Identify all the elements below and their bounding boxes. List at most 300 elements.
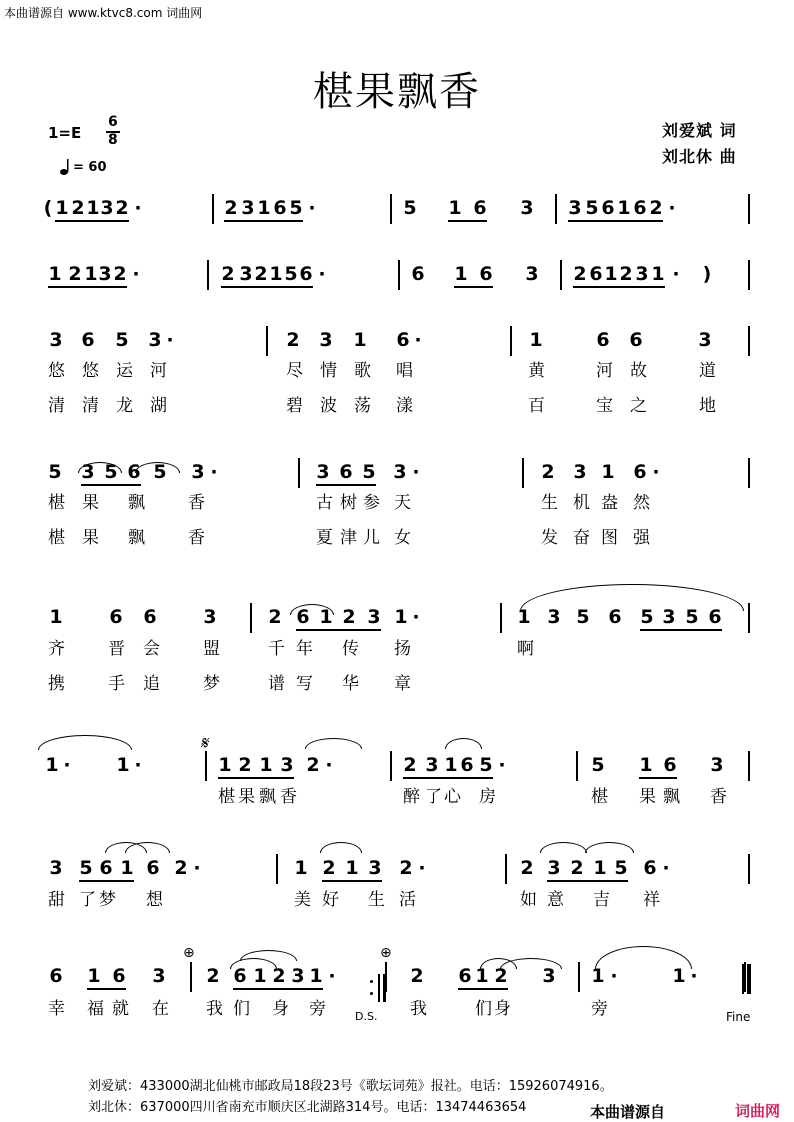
lyric-char: 在 <box>152 999 169 1019</box>
lyric-char: 意 <box>547 890 564 910</box>
note: 1 <box>319 606 333 628</box>
lyric-char: 身 <box>272 999 289 1019</box>
note: 1 <box>84 263 98 285</box>
lyric-char: 之 <box>630 396 647 416</box>
beam-line <box>593 880 628 882</box>
note: 3 <box>291 965 305 987</box>
lyric-char: 啊 <box>517 639 534 659</box>
note: 3 <box>49 857 63 879</box>
lyric-char: 生 <box>541 493 558 513</box>
lyric-char: 津 <box>340 528 357 548</box>
note: 1 <box>55 197 69 219</box>
lyric-char: 吉 <box>593 890 610 910</box>
lyric-char: 悠 <box>48 361 65 381</box>
note: 5 <box>403 197 417 219</box>
note: 5 <box>479 754 493 776</box>
lyric-char: 飘 <box>663 787 680 807</box>
note: 3 <box>239 263 253 285</box>
note: 3 <box>525 263 539 285</box>
slur-arc <box>38 735 132 750</box>
note: 2 <box>71 197 85 219</box>
coda-icon: ⊕ <box>183 945 195 961</box>
note: 5 <box>104 461 118 483</box>
note: 6 <box>339 461 353 483</box>
beam-line <box>342 629 381 631</box>
note: 6 <box>146 857 160 879</box>
dot-mark: · <box>414 329 422 351</box>
note: 1 <box>672 965 686 987</box>
note: 5 <box>585 197 599 219</box>
lyric-char: 尽 <box>286 361 303 381</box>
slur-arc <box>520 584 744 611</box>
lyric-char: 盟 <box>203 639 220 659</box>
lyric-char: 女 <box>394 528 411 548</box>
beam-line <box>273 220 303 222</box>
slur-arc <box>585 842 634 853</box>
note: 6 <box>396 329 410 351</box>
note: 2 <box>174 857 188 879</box>
song-title: 椹果飘香 <box>313 69 481 115</box>
slur-arc <box>595 946 692 969</box>
lyric-char: 千 <box>268 639 285 659</box>
note: 3 <box>368 857 382 879</box>
lyric-char: 清 <box>82 396 99 416</box>
final-bar-thin <box>742 964 744 994</box>
note: 1 <box>593 857 607 879</box>
lyric-char: 清 <box>48 396 65 416</box>
note: 1 <box>48 263 62 285</box>
note: 3 <box>710 754 724 776</box>
bar-line <box>390 751 392 781</box>
dot-mark: · <box>652 461 660 483</box>
note: 5 <box>614 857 628 879</box>
lyric-char: 椹 <box>48 493 65 513</box>
note: 3 <box>367 606 381 628</box>
lyric-char: 年 <box>296 639 313 659</box>
note: 6 <box>479 263 493 285</box>
note: 6 <box>633 461 647 483</box>
note: 6 <box>708 606 722 628</box>
note: 3 <box>98 263 112 285</box>
lyric-char: 就 <box>112 999 129 1019</box>
beam-line <box>99 880 134 882</box>
beam-line <box>291 988 323 990</box>
dot-mark: · <box>63 754 71 776</box>
lyric-char: 们 <box>233 999 250 1019</box>
bar-line <box>510 326 512 356</box>
lyric-char: 携 <box>48 674 65 694</box>
note: 3 <box>152 965 166 987</box>
note: 5 <box>48 461 62 483</box>
dot-mark: · <box>690 965 698 987</box>
note: 2 <box>410 965 424 987</box>
lyric-char: 如 <box>520 890 537 910</box>
lyric-char: 追 <box>143 674 160 694</box>
note: 3 <box>280 754 294 776</box>
note: 1 <box>345 857 359 879</box>
lyric-char: 想 <box>146 890 163 910</box>
lyric-char: 福 <box>87 999 104 1019</box>
coda-icon: ⊕ <box>380 945 392 961</box>
lyric-char: 故 <box>630 361 647 381</box>
lyric-char: 波 <box>320 396 337 416</box>
note: 6 <box>109 606 123 628</box>
dot-mark: · <box>662 857 670 879</box>
lyric-char: 悠 <box>82 361 99 381</box>
beam-line <box>98 286 127 288</box>
bar-line <box>500 603 502 633</box>
dot-mark: · <box>210 461 218 483</box>
lyric-char: 了 <box>425 787 442 807</box>
lyric-char: 树 <box>340 493 357 513</box>
bar-line <box>190 962 192 992</box>
lyric-char: 盎 <box>601 493 618 513</box>
note: 6 <box>601 197 615 219</box>
dot-mark: · <box>325 754 333 776</box>
bar-line <box>555 194 557 224</box>
lyric-char: 情 <box>320 361 337 381</box>
bar-line <box>748 260 750 290</box>
bar-line <box>250 603 252 633</box>
note: 6 <box>112 965 126 987</box>
lyric-char: 图 <box>601 528 618 548</box>
note: 3 <box>316 461 330 483</box>
lyric-char: 椹 <box>218 787 235 807</box>
lyric-char: 旁 <box>309 999 326 1019</box>
note: 3 <box>425 754 439 776</box>
slur-arc <box>320 842 362 853</box>
lyric-char: 道 <box>699 361 716 381</box>
note: 3 <box>203 606 217 628</box>
note: 1 <box>257 197 271 219</box>
footer-lyricist-contact: 刘爱斌：433000湖北仙桃市邮政局18段23号《歌坛词苑》报社。电话：15926074916。 <box>88 1079 613 1094</box>
note: 6 <box>296 606 310 628</box>
lyric-char: 美 <box>294 890 311 910</box>
lyric-char: 写 <box>296 674 313 694</box>
note: 3 <box>573 461 587 483</box>
lyric-char: 古 <box>316 493 333 513</box>
note: 6 <box>629 329 643 351</box>
lyric-char: 歌 <box>354 361 371 381</box>
lyric-char: 身 <box>494 999 511 1019</box>
repeat-bar <box>383 974 386 1002</box>
note: 2 <box>238 754 252 776</box>
note: 3 <box>662 606 676 628</box>
dot-mark: · <box>412 461 420 483</box>
lyric-char: 我 <box>206 999 223 1019</box>
lyric-char: 谱 <box>268 674 285 694</box>
bar-line <box>748 751 750 781</box>
note: ( <box>43 197 53 219</box>
lyric-char: 发 <box>541 528 558 548</box>
bar-line <box>748 603 750 633</box>
lyric-char: 运 <box>116 361 133 381</box>
note: 6 <box>473 197 487 219</box>
note: 2 <box>322 857 336 879</box>
note: 1 <box>517 606 531 628</box>
lyric-char: 好 <box>322 890 339 910</box>
note: 1 <box>87 965 101 987</box>
note: 2 <box>224 197 238 219</box>
note: 3 <box>81 461 95 483</box>
source-line: 本曲谱源自 www.ktvc8.com 词曲网 <box>4 6 203 20</box>
note: 2 <box>649 197 663 219</box>
note: 2 <box>306 754 320 776</box>
note: 1 <box>444 754 458 776</box>
note: 2 <box>573 263 587 285</box>
note: 1 <box>309 965 323 987</box>
beam-line <box>633 220 663 222</box>
lyric-char: 了 <box>79 890 96 910</box>
lyric-char: 生 <box>368 890 385 910</box>
note: 2 <box>403 754 417 776</box>
lyric-char: 扬 <box>394 639 411 659</box>
fine-mark: Fine <box>726 1010 751 1024</box>
note: 3 <box>568 197 582 219</box>
note: 5 <box>362 461 376 483</box>
slur-arc <box>540 842 587 853</box>
lyric-char: 章 <box>394 674 411 694</box>
note: 6 <box>81 329 95 351</box>
bar-line <box>398 260 400 290</box>
note: 1 <box>86 197 100 219</box>
lyric-char: 椹 <box>591 787 608 807</box>
note: 6 <box>643 857 657 879</box>
note: 6 <box>596 329 610 351</box>
note: 6 <box>633 197 647 219</box>
lyric-char: 湖 <box>150 396 167 416</box>
bar-line <box>212 194 214 224</box>
lyric-char: 河 <box>596 361 613 381</box>
lyric-char: 地 <box>699 396 716 416</box>
note: 6 <box>127 461 141 483</box>
beam-line <box>685 629 722 631</box>
slur-arc <box>305 738 362 749</box>
lyric-char: 飘 <box>259 787 276 807</box>
note: 3 <box>100 197 114 219</box>
beam-line <box>454 286 493 288</box>
lyric-char: 幸 <box>48 999 65 1019</box>
note: 3 <box>635 263 649 285</box>
note: 6 <box>460 754 474 776</box>
note: 3 <box>148 329 162 351</box>
dot-mark: · <box>193 857 201 879</box>
tempo: = 60 <box>73 160 107 175</box>
lyric-char: 黄 <box>528 361 545 381</box>
note: 5 <box>289 197 303 219</box>
note: 1 <box>353 329 367 351</box>
lyric-char: 碧 <box>286 396 303 416</box>
bar-line <box>207 260 209 290</box>
note: 1 <box>604 263 618 285</box>
segno-icon: 𝄋 <box>200 733 208 754</box>
beam-line <box>475 988 508 990</box>
note: 2 <box>286 329 300 351</box>
note: 6 <box>608 606 622 628</box>
slur-arc <box>445 738 482 749</box>
note: 3 <box>547 857 561 879</box>
note: 6 <box>49 965 63 987</box>
note: 2 <box>113 263 127 285</box>
note: 1 <box>617 197 631 219</box>
bar-line <box>578 962 580 992</box>
note: 1 <box>448 197 462 219</box>
note: 5 <box>79 857 93 879</box>
dot-mark: · <box>668 197 676 219</box>
bar-line <box>748 854 750 884</box>
lyric-char: 晋 <box>108 639 125 659</box>
dot-mark: · <box>328 965 336 987</box>
note: 6 <box>99 857 113 879</box>
bar-line <box>505 854 507 884</box>
note: 2 <box>221 263 235 285</box>
lyricist-credit: 刘爱斌 词 <box>662 121 737 140</box>
note: 5 <box>284 263 298 285</box>
bar-line <box>205 751 207 781</box>
lyric-char: 椹 <box>48 528 65 548</box>
note: 1 <box>259 754 273 776</box>
lyric-char: 香 <box>188 493 205 513</box>
lyric-char: 齐 <box>48 639 65 659</box>
lyric-char: 百 <box>528 396 545 416</box>
dot-mark: · <box>134 754 142 776</box>
beam-line <box>87 988 126 990</box>
note: 1 <box>591 965 605 987</box>
key-signature: 1=E <box>48 124 82 142</box>
lyric-char: 香 <box>710 787 727 807</box>
dot-mark: · <box>132 263 140 285</box>
note: 3 <box>520 197 534 219</box>
lyric-char: 旁 <box>591 999 608 1019</box>
note: 6 <box>663 754 677 776</box>
ds-mark: D.S. <box>355 1010 378 1023</box>
beam-line <box>460 777 493 779</box>
lyric-char: 传 <box>342 639 359 659</box>
lyric-char: 醉 <box>403 787 420 807</box>
note: 1 <box>475 965 489 987</box>
note: 1 <box>120 857 134 879</box>
dot-mark: · <box>672 263 680 285</box>
note: 1 <box>394 606 408 628</box>
note: 2 <box>494 965 508 987</box>
bar-line <box>276 854 278 884</box>
note: 1 <box>116 754 130 776</box>
lyric-char: 梦 <box>203 674 220 694</box>
lyric-char: 梦 <box>99 890 116 910</box>
bar-line <box>576 751 578 781</box>
slur-arc <box>135 462 180 473</box>
note: 2 <box>342 606 356 628</box>
final-bar-thick <box>747 964 751 994</box>
note: 3 <box>547 606 561 628</box>
lyric-char: 漾 <box>396 396 413 416</box>
note: 2 <box>115 197 129 219</box>
lyric-char: 夏 <box>316 528 333 548</box>
lyric-char: 然 <box>633 493 650 513</box>
time-signature-bottom: 8 <box>108 132 118 148</box>
lyric-char: 祥 <box>643 890 660 910</box>
footer-composer-contact: 刘北休：637000四川省南充市顺庆区北湖路314号。电话：13474463654 <box>88 1100 527 1115</box>
note: 1 <box>601 461 615 483</box>
lyric-char: 我 <box>410 999 427 1019</box>
beam-line <box>639 777 677 779</box>
note: 1 <box>253 965 267 987</box>
note: 2 <box>272 965 286 987</box>
lyric-char: 香 <box>188 528 205 548</box>
note: 6 <box>411 263 425 285</box>
note: 1 <box>218 754 232 776</box>
lyric-char: 香 <box>280 787 297 807</box>
note: 1 <box>269 263 283 285</box>
lyric-char: 唱 <box>396 361 413 381</box>
quarter-note-icon <box>60 158 72 180</box>
note: 2 <box>619 263 633 285</box>
dot-mark: · <box>418 857 426 879</box>
dot-mark: · <box>610 965 618 987</box>
note: 2 <box>570 857 584 879</box>
note: 3 <box>191 461 205 483</box>
note: 1 <box>49 606 63 628</box>
lyric-char: 会 <box>143 639 160 659</box>
bar-line <box>744 962 746 992</box>
note: 5 <box>115 329 129 351</box>
slur-arc <box>240 950 297 961</box>
lyric-char: 奋 <box>573 528 590 548</box>
note: 5 <box>685 606 699 628</box>
note: 3 <box>698 329 712 351</box>
lyric-char: 飘 <box>128 528 145 548</box>
dot-mark: · <box>318 263 326 285</box>
lyric-char: 荡 <box>354 396 371 416</box>
note: 2 <box>268 606 282 628</box>
beam-line <box>339 484 376 486</box>
lyric-char: 甜 <box>48 890 65 910</box>
lyric-char: 果 <box>82 528 99 548</box>
note: 3 <box>241 197 255 219</box>
note: 6 <box>143 606 157 628</box>
dot-mark: · <box>134 197 142 219</box>
repeat-dot <box>370 980 373 983</box>
bar-line <box>560 260 562 290</box>
dot-mark: · <box>498 754 506 776</box>
dot-mark: · <box>308 197 316 219</box>
note: 6 <box>458 965 472 987</box>
beam-line <box>345 880 382 882</box>
note: 1 <box>639 754 653 776</box>
note: 2 <box>399 857 413 879</box>
note: 2 <box>541 461 555 483</box>
note: 5 <box>591 754 605 776</box>
note: 3 <box>319 329 333 351</box>
dot-mark: · <box>166 329 174 351</box>
lyric-char: 参 <box>363 493 380 513</box>
lyric-char: 天 <box>394 493 411 513</box>
beam-line <box>259 777 294 779</box>
note: 5 <box>576 606 590 628</box>
site-logo: 词曲网 <box>735 1102 781 1120</box>
note: 3 <box>393 461 407 483</box>
dot-mark: · <box>412 606 420 628</box>
lyric-char: 飘 <box>128 493 145 513</box>
bar-line <box>266 326 268 356</box>
lyric-char: 机 <box>573 493 590 513</box>
time-signature-top: 6 <box>108 114 118 130</box>
note: 1 <box>454 263 468 285</box>
bar-line <box>748 194 750 224</box>
lyric-char: 心 <box>444 787 461 807</box>
note: 1 <box>45 754 59 776</box>
note: 3 <box>542 965 556 987</box>
